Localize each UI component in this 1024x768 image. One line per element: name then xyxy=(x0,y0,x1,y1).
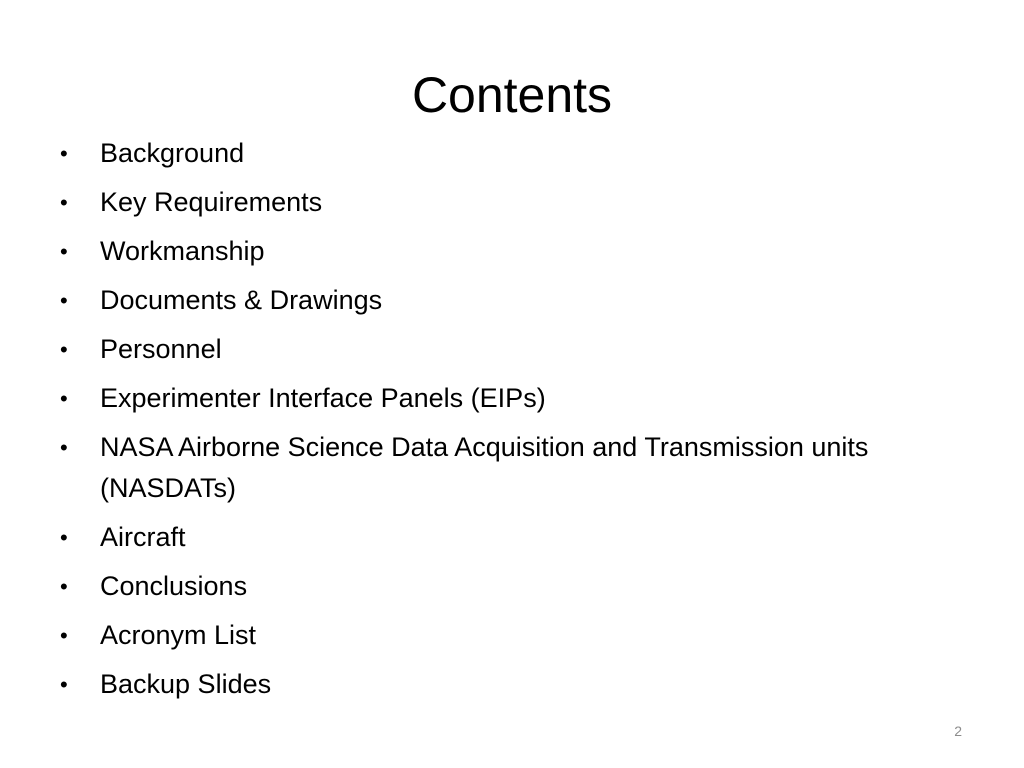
list-item xyxy=(58,133,938,174)
list-item-text: Conclusions xyxy=(100,571,248,601)
list-item xyxy=(58,427,938,509)
list-item xyxy=(58,517,938,558)
list-item-text: Personnel xyxy=(100,334,222,364)
bullet-icon: • xyxy=(60,623,68,648)
list-item-text: Experimenter Interface Panels (EIPs) xyxy=(100,383,546,413)
bullet-icon: • xyxy=(60,435,68,460)
bullet-icon: • xyxy=(60,141,68,166)
bullet-icon: • xyxy=(60,337,68,362)
list-item-text: Workmanship xyxy=(100,236,265,266)
bullet-icon: • xyxy=(60,190,68,215)
bullet-icon: • xyxy=(60,288,68,313)
page-number: 2 xyxy=(954,723,962,739)
list-item-text: Backup Slides xyxy=(100,669,272,699)
list-item-text: Key Requirements xyxy=(100,187,323,217)
bullet-icon: • xyxy=(60,239,68,264)
slide-title: Contents xyxy=(411,67,613,123)
list-item xyxy=(58,280,938,321)
list-item-text: NASA Airborne Science Data Acquisition and Transmission units (NASDATs) xyxy=(100,432,869,503)
bullet-icon: • xyxy=(60,574,68,599)
list-item-text: Documents & Drawings xyxy=(100,285,383,315)
list-item xyxy=(58,566,938,607)
list-item-text: Aircraft xyxy=(100,522,186,552)
list-item xyxy=(58,231,938,272)
list-item xyxy=(58,378,938,419)
contents-list xyxy=(58,133,938,713)
bullet-icon: • xyxy=(60,525,68,550)
bullet-icon: • xyxy=(60,386,68,411)
list-item xyxy=(58,182,938,223)
list-item xyxy=(58,615,938,656)
list-item-text: Acronym List xyxy=(100,620,257,650)
list-item xyxy=(58,664,938,705)
list-item xyxy=(58,329,938,370)
list-item-text: Background xyxy=(100,138,245,168)
bullet-icon: • xyxy=(60,672,68,697)
